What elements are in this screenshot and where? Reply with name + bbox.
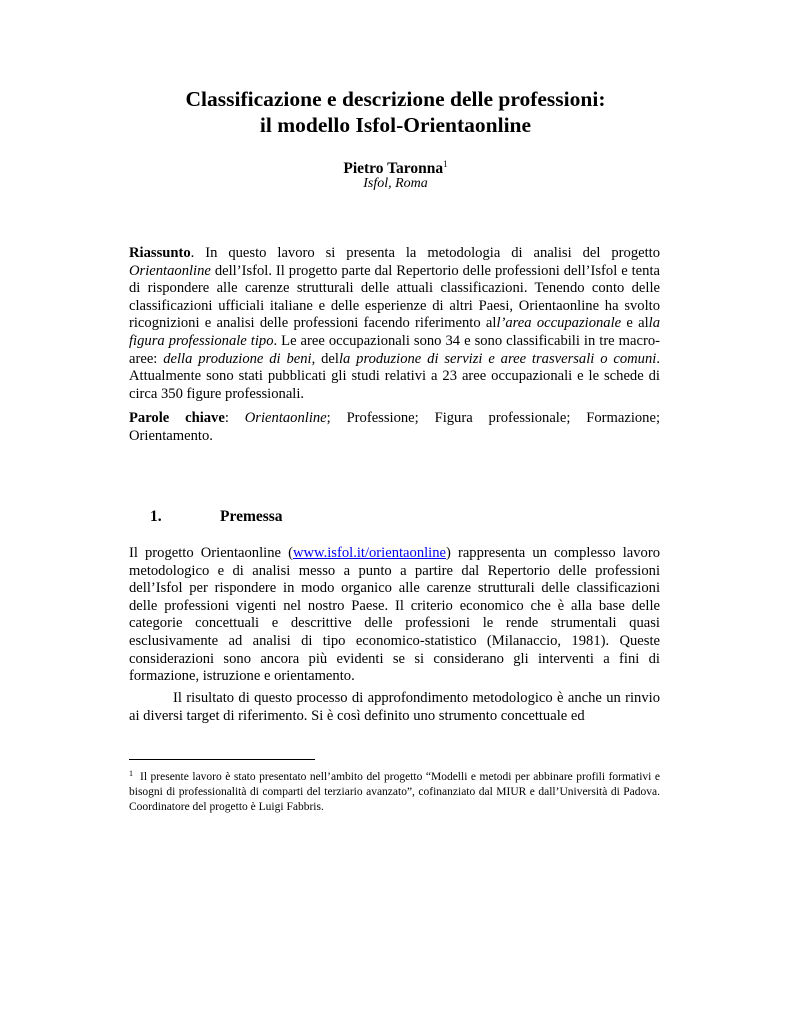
abstract-text: . In questo lavoro si presenta la metodologia di analisi del progetto <box>190 245 660 261</box>
footnote <box>129 766 660 815</box>
abstract-italic: Orientaonline <box>129 262 211 279</box>
abstract-label: Riassunto <box>129 245 191 261</box>
body-text: ) rappresenta un complesso lavoro metodologico e di analisi messo a punto a partire dal Repertorio delle professioni dell’Isfol per rispondere in modo organico alle carenze strutturali delle classificazioni delle professioni vigenti nel nostro Paese. Il criterio economico che è alla base delle categorie concettuali e descrittive delle professioni le rende strumentali quasi esclusivamente ad analisi di tipo economico-statistico (Milanaccio, 1981). Queste considerazioni sono ancora più evidenti se si considerano gli interventi a fini di formazione, istruzione e orientamento. <box>129 545 660 685</box>
abstract-italic: la produzione di servizi e aree trasversali o comuni <box>338 350 657 367</box>
abstract-text: dell’Isfol. Il progetto parte dal Repertorio delle professioni dell’Isfol e tenta di rispondere alle carenze strutturali delle attuali classificazioni. Tenendo conto delle classificazioni ufficiali italiane e delle esperienze di altri Paesi, Orientaonline ha svolto ricognizioni e analisi delle professioni facendo riferimento al <box>129 262 660 332</box>
abstract-text: . Le aree occupazionali sono 34 e sono classificabili in tre macro-aree: <box>129 332 660 367</box>
abstract-text: . Attualmente sono stati pubblicati gli studi relativi a 23 aree occupazionali e le schede di circa 350 figure professionali. <box>129 350 660 402</box>
keywords-text: : <box>224 410 245 426</box>
section-number: 1. <box>150 508 162 525</box>
body-text: Il risultato di questo processo di approfondimento metodologico è anche un rinvio ai diversi target di riferimento. Si è così definito uno strumento concettuale ed <box>129 690 660 724</box>
author-name: Pietro Taronna <box>343 160 444 177</box>
footnote-mark: 1 <box>129 769 133 778</box>
abstract <box>129 245 660 403</box>
abstract-italic: della produzione di beni <box>163 350 312 367</box>
orientaonline-link[interactable]: www.isfol.it/orientaonline <box>292 545 447 561</box>
keywords-text: ; Professione; Figura professionale; Formazione; Orientamento. <box>129 410 661 444</box>
body-text: Il progetto Orientaonline ( <box>129 545 293 561</box>
keywords <box>129 410 660 445</box>
abstract-italic: l’area occupazionale <box>496 315 622 332</box>
author-affiliation: Isfol, Roma <box>363 176 428 191</box>
footnote-text: Il presente lavoro è stato presentato nell’ambito del progetto “Modelli e metodi per abbinare profili formativi e bisogni di professionalità di comparti del terziario avanzato”, cofinanziato dal MIUR e dall’Università di Padova. Coordinatore del progetto è Luigi Fabbris. <box>129 771 660 813</box>
footnote-separator <box>129 759 315 760</box>
title-line-2: il modello Isfol-Orientaonline <box>259 113 532 137</box>
body-paragraph-1 <box>129 545 660 686</box>
abstract-text: e al <box>621 315 649 332</box>
keywords-label: Parole chiave <box>129 410 225 426</box>
abstract-text: , del <box>311 350 339 367</box>
body-paragraph-2 <box>129 690 660 725</box>
abstract-italic: la figura professionale tipo <box>129 315 661 349</box>
section-title: Premessa <box>220 508 283 525</box>
paper-title <box>100 86 691 138</box>
title-line-1: Classificazione e descrizione delle professioni: <box>185 87 606 111</box>
keywords-italic: Orientaonline <box>244 410 327 426</box>
author-footnote-mark[interactable]: 1 <box>443 159 448 169</box>
